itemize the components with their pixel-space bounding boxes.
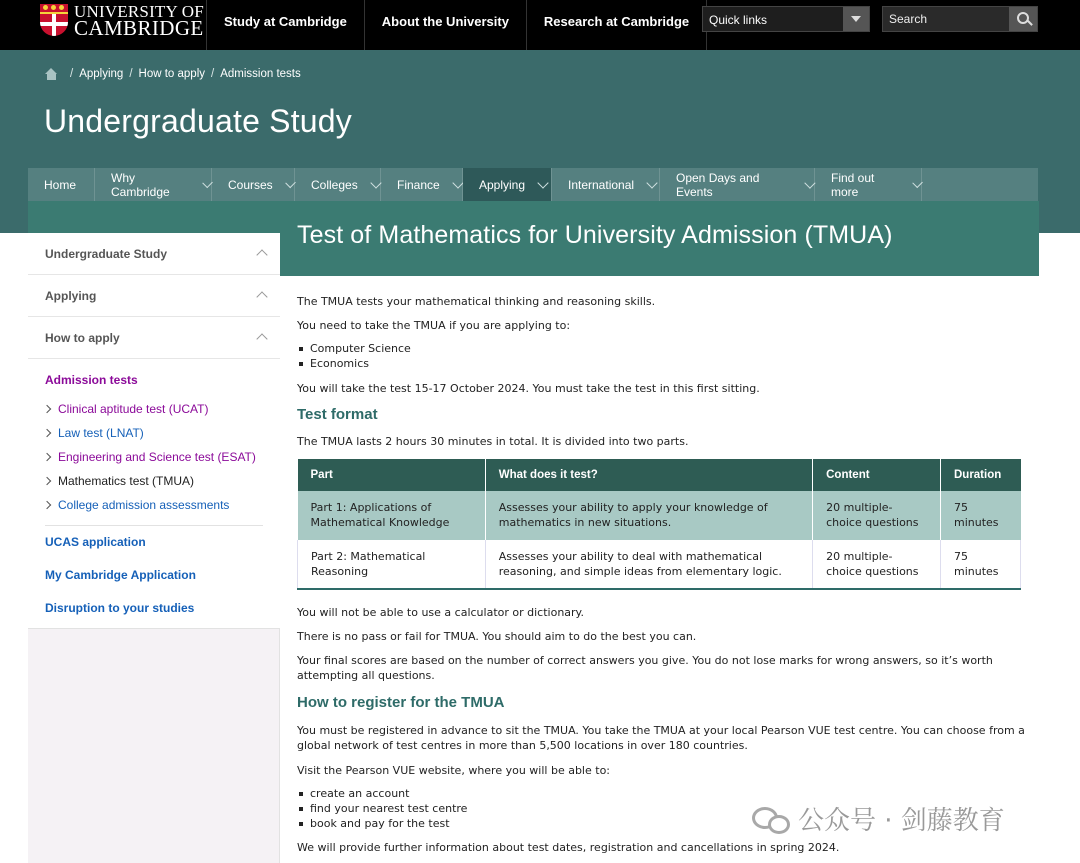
nav-finance[interactable] bbox=[381, 168, 463, 201]
page-title-panel bbox=[280, 201, 1039, 276]
chevron-right-icon bbox=[43, 405, 51, 413]
sidebar-current-admission-tests[interactable]: Admission tests bbox=[45, 373, 138, 387]
watermark bbox=[752, 800, 1005, 837]
sidebar-link-ucat[interactable] bbox=[44, 402, 209, 416]
register-text: You must be registered in advance to sit the TMUA. You take the TMUA at your local Pearson VUE test centre. You can choose from a global network of test centres in more than 5,500 locations in over 180 countries. bbox=[297, 724, 1025, 752]
duration-text: The TMUA lasts 2 hours 30 minutes in total. It is divided into two parts. bbox=[297, 435, 689, 448]
sidebar-section-undergraduate-study[interactable] bbox=[28, 233, 280, 275]
nav-label: Open Days and Events bbox=[676, 170, 760, 199]
table-cell: Assesses your ability to deal with mathematical reasoning, and simple ideas from elementary logic. bbox=[485, 540, 812, 589]
sidebar-link-lnat[interactable] bbox=[44, 426, 144, 440]
nav-label: Colleges bbox=[311, 177, 358, 192]
no-calculator-text: You will not be able to use a calculator or dictionary. bbox=[297, 606, 584, 619]
nav-find-out-more[interactable] bbox=[815, 168, 922, 201]
scores-text: Your final scores are based on the number of correct answers you give. You do not lose marks for wrong answers, so it’s worth attempting all questions. bbox=[297, 654, 993, 682]
top-bar bbox=[0, 0, 1080, 50]
main-navigation bbox=[28, 168, 1038, 201]
sidebar-link-label: Clinical aptitude test (UCAT) bbox=[58, 402, 209, 416]
chevron-up-icon[interactable] bbox=[256, 333, 267, 344]
page-title: Test of Mathematics for University Admission (TMUA) bbox=[297, 221, 893, 249]
breadcrumb-separator: / bbox=[70, 68, 74, 80]
quick-links-label: Quick links bbox=[709, 13, 768, 27]
table-cell: Assesses your ability to apply your knowledge of mathematics in new situations. bbox=[485, 491, 812, 540]
list-item: find your nearest test centre bbox=[299, 802, 467, 815]
sidebar-link-esat[interactable] bbox=[44, 450, 256, 464]
test-format-table bbox=[297, 459, 1021, 590]
table-cell: 20 multiple-choice questions bbox=[813, 491, 941, 540]
logo-line-1: UNIVERSITY OF bbox=[74, 2, 204, 21]
breadcrumb-admission-tests[interactable]: Admission tests bbox=[220, 68, 301, 80]
further-info-text: We will provide further information about test dates, registration and cancellations in spring 2024. bbox=[297, 841, 840, 854]
nav-label: Home bbox=[44, 177, 77, 192]
nav-label: Applying bbox=[479, 177, 526, 192]
table-cell: Part 2: Mathematical Reasoning bbox=[298, 540, 486, 589]
sidebar-divider bbox=[28, 628, 280, 629]
nav-label: Find out more bbox=[831, 170, 875, 199]
sidebar-link-label: Engineering and Science test (ESAT) bbox=[58, 450, 256, 464]
home-icon[interactable] bbox=[45, 68, 58, 80]
sidebar-link-tmua[interactable] bbox=[44, 474, 194, 488]
table-header: Part bbox=[298, 459, 486, 491]
sidebar-section-label: Undergraduate Study bbox=[45, 247, 168, 261]
chevron-up-icon[interactable] bbox=[256, 249, 267, 260]
search-input[interactable] bbox=[883, 7, 1011, 31]
sidebar-link-label: Law test (LNAT) bbox=[58, 426, 144, 440]
sidebar-divider bbox=[45, 525, 263, 526]
sidebar-section-how-to-apply[interactable] bbox=[28, 317, 280, 359]
nav-label: Courses bbox=[228, 177, 273, 192]
nav-applying[interactable] bbox=[463, 168, 552, 201]
breadcrumb-applying[interactable]: Applying bbox=[79, 68, 124, 80]
sidebar-link-label: Mathematics test (TMUA) bbox=[58, 474, 195, 488]
nav-colleges[interactable] bbox=[295, 168, 381, 201]
chevron-down-icon[interactable] bbox=[646, 177, 657, 188]
nav-why-cambridge[interactable] bbox=[95, 168, 212, 201]
heading-how-to-register: How to register for the TMUA bbox=[297, 694, 505, 711]
list-item: Economics bbox=[299, 357, 369, 370]
nav-label: International bbox=[568, 177, 635, 192]
no-pass-text: There is no pass or fail for TMUA. You should aim to do the best you can. bbox=[297, 630, 697, 643]
list-item: Computer Science bbox=[299, 342, 411, 355]
table-row bbox=[298, 540, 1021, 589]
sidebar-link-label: College admission assessments bbox=[58, 498, 230, 512]
nav-international[interactable] bbox=[552, 168, 660, 201]
nav-open-days-and-events[interactable] bbox=[660, 168, 815, 201]
topnav-research-at-cambridge[interactable]: Research at Cambridge bbox=[526, 0, 707, 50]
sidebar-section-label: Applying bbox=[45, 289, 97, 303]
topnav-study-at-cambridge[interactable]: Study at Cambridge bbox=[206, 0, 364, 50]
table-header-row bbox=[298, 459, 1021, 491]
topnav-about-the-university[interactable]: About the University bbox=[364, 0, 526, 50]
chevron-down-icon[interactable] bbox=[370, 177, 381, 188]
site-title: Undergraduate Study bbox=[44, 103, 353, 139]
table-row bbox=[298, 491, 1021, 540]
table-header: Duration bbox=[940, 459, 1020, 491]
table-cell: 20 multiple-choice questions bbox=[813, 540, 941, 589]
sidebar-section-applying[interactable] bbox=[28, 275, 280, 317]
chevron-right-icon bbox=[43, 453, 51, 461]
chevron-down-icon[interactable] bbox=[452, 177, 463, 188]
intro-text: The TMUA tests your mathematical thinking and reasoning skills. bbox=[297, 295, 656, 308]
dates-text: You will take the test 15-17 October 2024. You must take the test in this first sitting. bbox=[297, 382, 760, 395]
sidebar-link-disruption[interactable]: Disruption to your studies bbox=[45, 601, 195, 615]
need-text: You need to take the TMUA if you are applying to: bbox=[297, 319, 571, 332]
breadcrumb-separator: / bbox=[129, 68, 133, 80]
watermark-text: 公众号 · 剑藤教育 bbox=[798, 806, 1005, 836]
university-logo[interactable] bbox=[40, 2, 204, 40]
chevron-up-icon[interactable] bbox=[256, 291, 267, 302]
chevron-right-icon bbox=[43, 429, 51, 437]
chevron-down-icon[interactable] bbox=[912, 177, 923, 188]
sidebar-link-college-assessments[interactable] bbox=[44, 498, 229, 512]
wechat-icon bbox=[752, 803, 792, 835]
top-navigation bbox=[206, 0, 707, 50]
logo-line-2: CAMBRIDGE bbox=[74, 16, 204, 40]
chevron-right-icon bbox=[43, 501, 51, 509]
sidebar-link-my-cambridge-application[interactable]: My Cambridge Application bbox=[45, 568, 196, 582]
nav-label: Finance bbox=[397, 177, 440, 192]
heading-test-format: Test format bbox=[297, 406, 378, 423]
nav-courses[interactable] bbox=[212, 168, 295, 201]
search-box bbox=[882, 6, 1038, 32]
table-cell: 75 minutes bbox=[940, 491, 1020, 540]
quick-links-dropdown[interactable] bbox=[702, 6, 870, 32]
chevron-right-icon bbox=[43, 477, 51, 485]
visit-text: Visit the Pearson VUE website, where you will be able to: bbox=[297, 764, 611, 777]
chevron-down-icon[interactable] bbox=[537, 177, 548, 188]
chevron-down-icon[interactable] bbox=[843, 7, 869, 31]
search-icon[interactable] bbox=[1009, 7, 1037, 31]
logo-text bbox=[74, 2, 204, 40]
list-item: book and pay for the test bbox=[299, 817, 450, 830]
table-header: What does it test? bbox=[485, 459, 812, 491]
table-cell: Part 1: Applications of Mathematical Knowledge bbox=[298, 491, 486, 540]
breadcrumb-separator: / bbox=[211, 68, 215, 80]
table-cell: 75 minutes bbox=[940, 540, 1020, 589]
breadcrumb-how-to-apply[interactable]: How to apply bbox=[138, 68, 206, 80]
nav-label: Why Cambridge bbox=[111, 170, 170, 199]
list-item: create an account bbox=[299, 787, 409, 800]
breadcrumb bbox=[45, 68, 301, 80]
sidebar-section-label: How to apply bbox=[45, 331, 120, 345]
crest-icon bbox=[40, 4, 68, 36]
table-header: Content bbox=[813, 459, 941, 491]
nav-home[interactable] bbox=[28, 168, 95, 201]
sidebar-link-ucas-application[interactable]: UCAS application bbox=[45, 535, 146, 549]
